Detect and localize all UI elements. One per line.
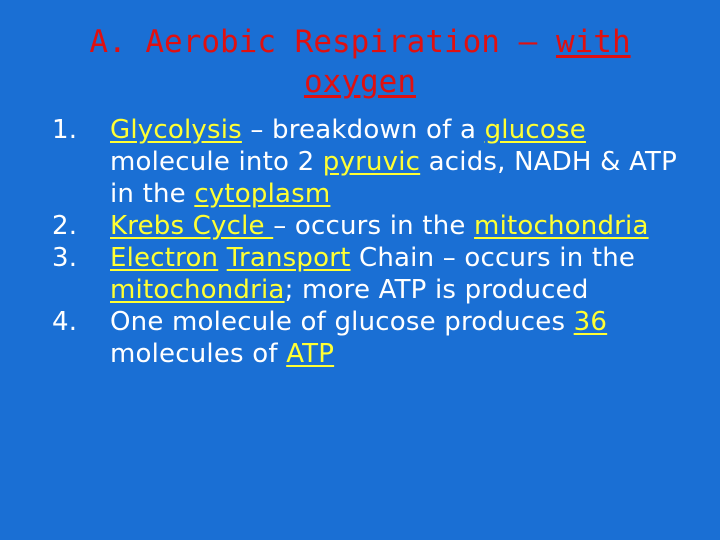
term-atp: ATP — [286, 339, 335, 369]
item-text: – breakdown of a — [241, 115, 485, 145]
list-item-3 — [22, 242, 698, 306]
item-text: ; more ATP is produced — [284, 275, 589, 305]
item-text: molecules of — [110, 339, 287, 369]
item-text: acids, NADH & ATP in the — [110, 147, 678, 209]
item-text: – occurs in the — [273, 211, 475, 241]
term-mitochondria: mitochondria — [110, 275, 285, 305]
item-text: molecule into 2 — [110, 147, 323, 177]
list-number: 1. — [52, 115, 78, 145]
item-text — [218, 243, 226, 273]
term-krebs-cycle: Krebs Cycle — [110, 211, 274, 241]
term-glycolysis: Glycolysis — [110, 115, 242, 145]
term-mitochondria: mitochondria — [474, 211, 649, 241]
term-pyruvic: pyruvic — [322, 147, 421, 177]
list-number: 4. — [52, 307, 78, 337]
list-item-1 — [22, 114, 698, 210]
term-cytoplasm: cytoplasm — [194, 179, 331, 209]
list-number: 3. — [52, 243, 78, 273]
title-text: A. Aerobic Respiration – — [89, 24, 556, 60]
list-item-2 — [22, 210, 698, 242]
title-underlined-with: with — [555, 24, 631, 60]
term-electron: Electron — [110, 243, 219, 273]
term-36: 36 — [573, 307, 608, 337]
item-text: One molecule of glucose produces — [110, 307, 574, 337]
numbered-list — [22, 114, 698, 370]
item-text: Chain – occurs in the — [350, 243, 636, 273]
list-item-4 — [22, 306, 698, 370]
term-glucose: glucose — [484, 115, 586, 145]
term-transport: Transport — [226, 243, 351, 273]
list-number: 2. — [52, 211, 78, 241]
title-underlined-oxygen: oxygen — [304, 64, 416, 100]
slide-title — [22, 22, 698, 102]
